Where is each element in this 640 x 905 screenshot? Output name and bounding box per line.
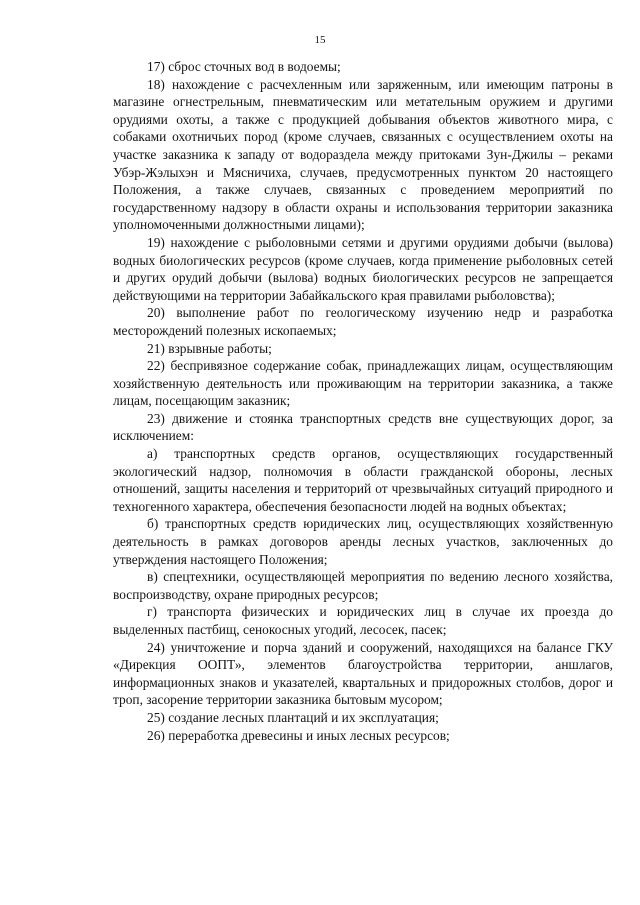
page-number: 15 — [314, 34, 326, 46]
paragraph-item-19: 19) нахождение с рыболовными сетями и другими орудиями добычи (вылова) водных биологических ресурсов (кроме случаев, когда применение рыболовных сетей и других орудий добычи (вылова) водных биологических ресурсов не запрещается действующими на территории Забайкальского края правилами рыболовства); — [113, 234, 613, 303]
paragraph-item-18: 18) нахождение с расчехленным или заряженным, или имеющим патроны в магазине огнестрельным, пневматическим или метательным оружием и другими орудиями охоты, а также с продукцией добывания объектов животного мира, с собаками охотничьих пород (кроме случаев, связанных с осуществлением охоты на участке заказника к западу от водораздела между притоками Зун-Джилы – реками Убэр-Жэлыхэн и Мясничиха, случаев, предусмотренных пунктом 20 настоящего Положения, а также случаев, связанных с проведением мероприятий по государственному надзору в области охраны и использования территории заказника уполномоченными должностными лицами); — [113, 76, 613, 233]
paragraph-subitem-a: а) транспортных средств органов, осуществляющих государственный экологический надзор, полномочия в области гражданской обороны, лесных отношений, защиты населения и территорий от чрезвычайных ситуаций природного и техногенного характера, обеспечения безопасности людей на водных объектах; — [113, 446, 613, 514]
paragraph-subitem-v: в) спецтехники, осуществляющей мероприятия по ведению лесного хозяйства, воспроизводству, охране природных ресурсов; — [113, 569, 613, 602]
paragraph-item-24: 24) уничтожение и порча зданий и сооружений, находящихся на балансе ГКУ «Дирекция ООПТ», элементов благоустройства территории, аншлагов, информационных знаков и указателей, квартальных и придорожных столбов, дорог и троп, засорение территории заказника бытовым мусором; — [113, 639, 613, 708]
paragraph-item-25: 25) создание лесных плантаций и их эксплуатация; — [147, 709, 439, 725]
paragraph-item-20: 20) выполнение работ по геологическому изучению недр и разработка месторождений полезных ископаемых; — [113, 305, 613, 338]
paragraph-item-23: 23) движение и стоянка транспортных средств вне существующих дорог, за исключением: — [113, 410, 613, 444]
paragraph-subitem-g: г) транспорта физических и юридических лиц в случае их проезда до выделенных пастбищ, сенокосных угодий, лесосек, пасек; — [113, 604, 613, 637]
paragraph-item-26: 26) переработка древесины и иных лесных ресурсов; — [147, 727, 450, 743]
document-body — [113, 58, 613, 744]
paragraph-subitem-b: б) транспортных средств юридических лиц, осуществляющих хозяйственную деятельность в рамках договоров аренды лесных участков, заключенных до утверждения настоящего Положения; — [113, 516, 613, 567]
paragraph-item-21: 21) взрывные работы; — [147, 340, 272, 356]
paragraph-item-22: 22) беспривязное содержание собак, принадлежащих лицам, осуществляющим хозяйственную деятельность или проживающим на территории заказника, а также лицам, посещающим заказник; — [113, 358, 613, 409]
paragraph-item-17: 17) сброс сточных вод в водоемы; — [147, 59, 341, 74]
